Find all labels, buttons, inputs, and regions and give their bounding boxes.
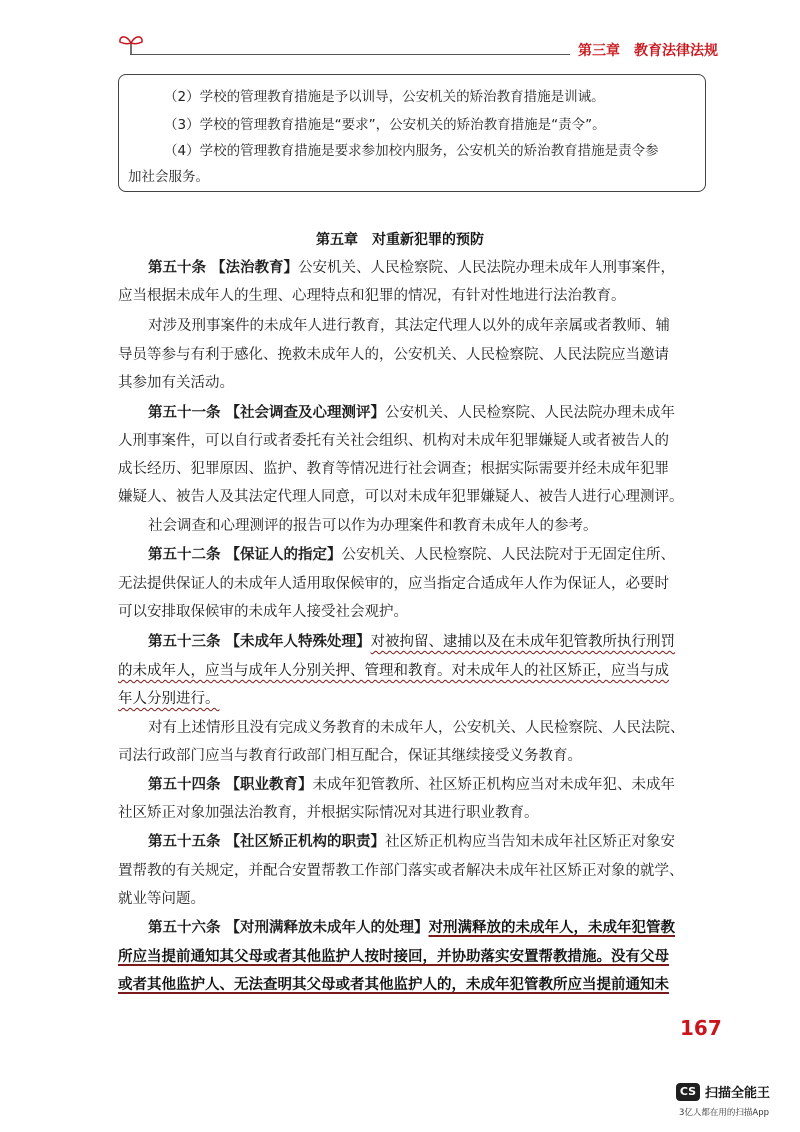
underlined-text: 对被拘留、逮捕以及在未成年犯管教所执行刑罚 [370, 634, 676, 650]
article-55-heading: 第五十五条 【社区矫正机构的职责】 [148, 834, 386, 850]
article-text: 导员等参与有利于感化、挽救未成年人的，公安机关、人民检察院、人民法院应当邀请 [118, 347, 669, 363]
article-text: 司法行政部门应当与教育行政部门相互配合，保证其继续接受义务教育。 [118, 748, 582, 764]
article-text: 公安机关、人民检察院、人民法院对于无固定住所、 [341, 547, 676, 563]
note-line: （4）学校的管理教育措施是要求参加校内服务，公安机关的矫治教育措施是责令参 [164, 143, 659, 159]
running-header [578, 40, 718, 60]
scanner-app-slogan: 3亿人都在用的扫描App [679, 1108, 770, 1118]
page-number: 167 [680, 1016, 722, 1040]
header-rule [130, 54, 570, 55]
sprout-icon [116, 30, 146, 56]
article-text: 成长经历、犯罪原因、监护、教育等情况进行社会调查；根据实际需要并经未成年犯罪 [118, 461, 669, 477]
article-54-line [148, 775, 675, 795]
article-text: 社区矫正对象加强法治教育，并根据实际情况对其进行职业教育。 [118, 805, 539, 821]
underlined-line [118, 947, 669, 967]
chapter-title: 第五章 对重新犯罪的预防 [316, 232, 484, 248]
article-56-heading: 第五十六条 【对刑满释放未成年人的处理】 [148, 920, 429, 936]
article-text: 人刑事案件，可以自行或者委托有关社会组织、机构对未成年犯罪嫌疑人或者被告人的 [118, 433, 669, 449]
underlined-text: 对刑满释放的未成年人，未成年犯管教 [428, 920, 676, 936]
article-text: 对涉及刑事案件的未成年人进行教育，其法定代理人以外的成年亲属或者教师、辅 [148, 318, 670, 334]
article-53-heading: 第五十三条 【未成年人特殊处理】 [148, 634, 371, 650]
article-text: 嫌疑人、被告人及其法定代理人同意，可以对未成年犯罪嫌疑人、被告人进行心理测评。 [118, 489, 684, 505]
article-text: 社区矫正机构应当告知未成年社区矫正对象安 [385, 834, 676, 850]
camscanner-logo-icon: CS [676, 1083, 700, 1101]
article-52-line [148, 545, 675, 565]
header-chapter: 第三章 [578, 43, 620, 59]
article-text: 置帮教的有关规定，并配合安置帮教工作部门落实或者解决未成年社区矫正对象的就学、 [118, 863, 684, 879]
article-text: 对有上述情形且没有完成义务教育的未成年人，公安机关、人民检察院、人民法院、 [148, 720, 685, 736]
article-55-line [148, 832, 675, 852]
article-56-line [148, 918, 675, 938]
note-line: （3）学校的管理教育措施是“要求”，公安机关的矫治教育措施是“责令”。 [164, 117, 606, 133]
article-50-heading: 第五十条 【法治教育】 [148, 260, 299, 276]
note-line: （2）学校的管理教育措施是予以训导，公安机关的矫治教育措施是训诫。 [164, 89, 605, 105]
article-text: 未成年犯管教所、社区矫正机构应当对未成年犯、未成年 [312, 777, 676, 793]
article-50-line [148, 258, 675, 278]
article-54-heading: 第五十四条 【职业教育】 [148, 777, 313, 793]
underlined-text: 所应当提前通知其父母或者其他监护人按时接回，并协助落实安置帮教措施。没有父母 [118, 949, 669, 965]
scanner-app-name: 扫描全能王 [705, 1086, 771, 1101]
article-text: 无法提供保证人的未成年人适用取保候审的，应当指定合适成年人作为保证人，必要时 [118, 576, 669, 592]
article-text: 就业等问题。 [118, 891, 205, 907]
underlined-text: 或者其他监护人、无法查明其父母或者其他监护人的，未成年犯管教所应当提前通知未 [118, 977, 669, 993]
article-text: 可以安排取保候审的未成年人接受社会观护。 [118, 604, 408, 620]
article-53-line [148, 632, 675, 652]
underlined-text: 的未成年人，应当与成年人分别关押、管理和教育。对未成年人的社区矫正，应当与成 [118, 663, 669, 679]
header-section: 教育法律法规 [634, 43, 718, 59]
article-text: 社会调查和心理测评的报告可以作为办理案件和教育未成年人的参考。 [148, 518, 598, 534]
article-52-heading: 第五十二条 【保证人的指定】 [148, 547, 342, 563]
article-text: 其参加有关活动。 [118, 375, 234, 391]
underlined-line [118, 689, 220, 709]
article-text: 公安机关、人民检察院、人民法院办理未成年 [385, 405, 676, 421]
article-text: 应当根据未成年人的生理、心理特点和犯罪的情况，有针对性地进行法治教育。 [118, 288, 626, 304]
article-text: 公安机关、人民检察院、人民法院办理未成年人刑事案件， [298, 260, 676, 276]
underlined-text: 年人分别进行。 [118, 691, 220, 707]
underlined-line [118, 975, 669, 995]
article-51-line [148, 403, 675, 423]
article-51-heading: 第五十一条 【社会调查及心理测评】 [148, 405, 386, 421]
underlined-line [118, 661, 669, 681]
note-line: 加社会服务。 [128, 169, 209, 185]
